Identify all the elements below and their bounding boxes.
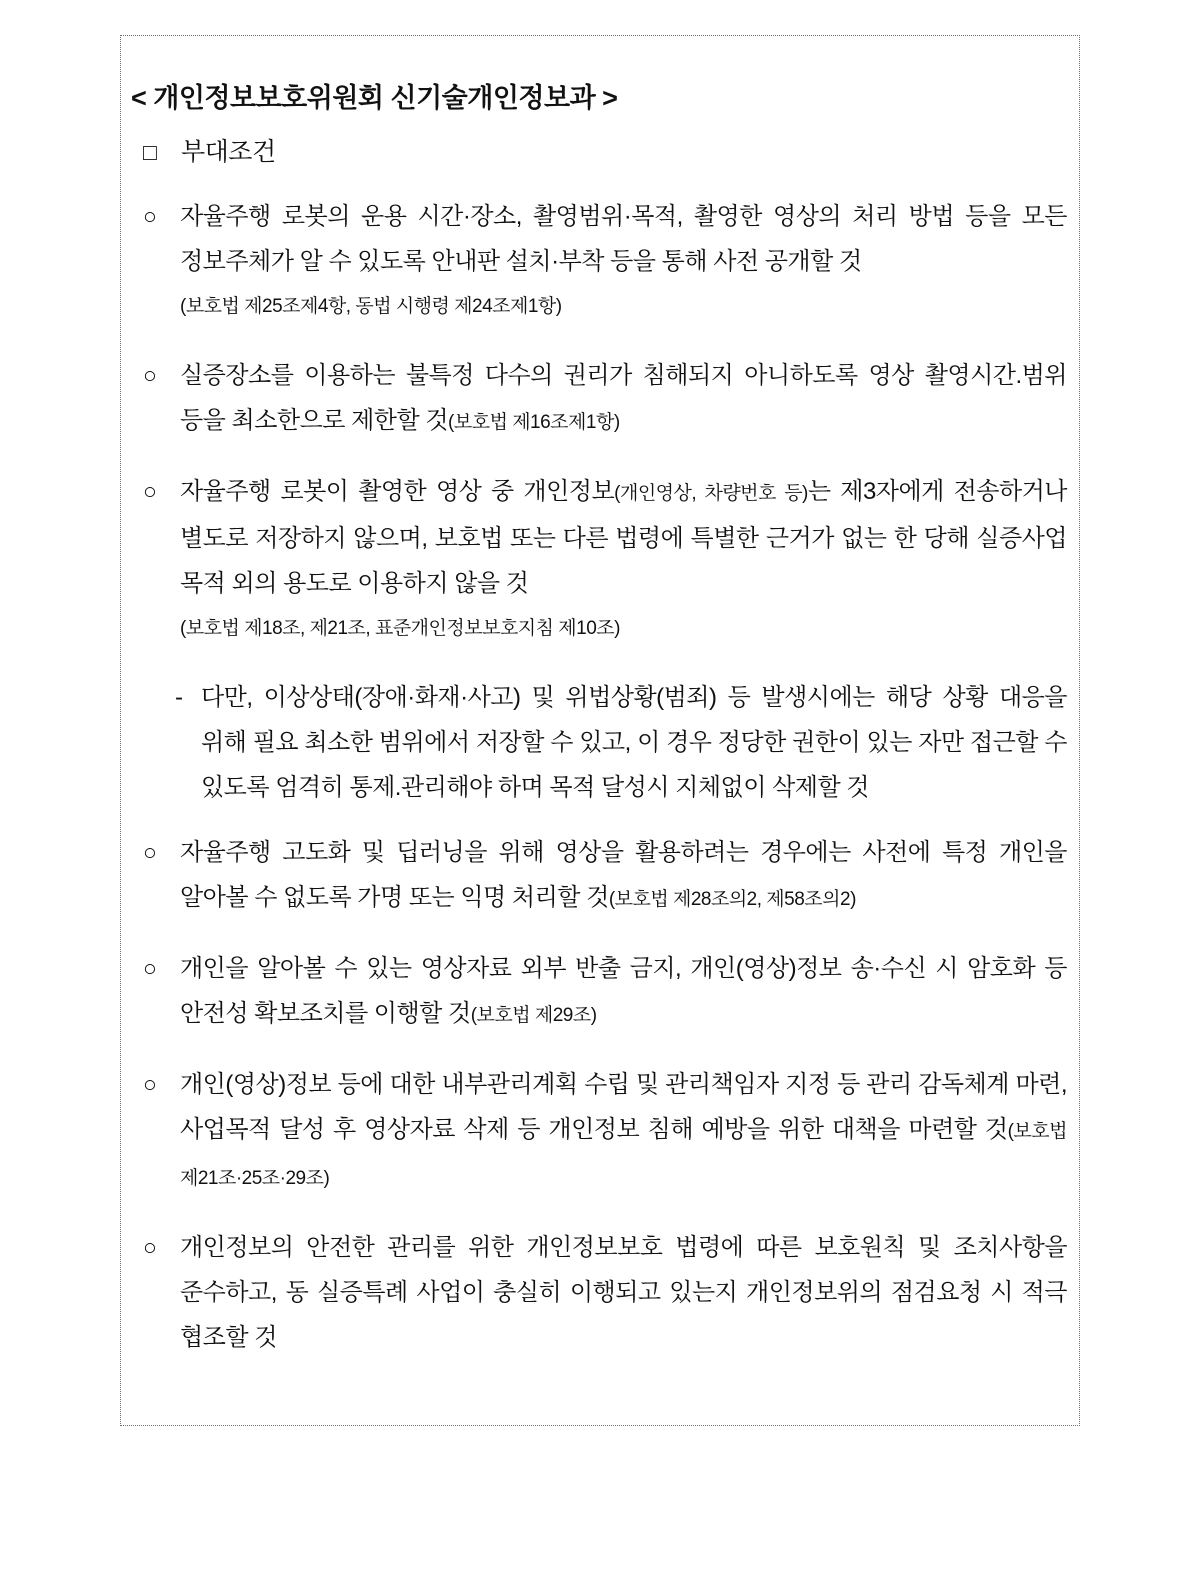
condition-body-text: 다만, 이상상태(장애·화재·사고) 및 위법상황(범죄) 등 발생시에는 해당 상황 대응을 위해 필요 최소한 범위에서 저장할 수 있고, 이 경우 정당한 권한이 있는 자만 접근할 수 있도록 엄격히 통제.관리해야 하며 목적 달성시 지체없이 삭제할 것 bbox=[201, 684, 1067, 801]
circle-bullet-icon: ○ bbox=[143, 203, 157, 229]
conditions-box bbox=[120, 35, 1080, 1426]
inline-note: (개인영상, 차량번호 등) bbox=[614, 483, 808, 504]
law-reference: (보호법 제25조제4항, 동법 시행령 제24조제1항) bbox=[180, 296, 562, 317]
condition-body-text: 실증장소를 이용하는 불특정 다수의 권리가 침해되지 아니하도록 영상 촬영시간.범위 등을 최소한으로 제한할 것 bbox=[180, 362, 1067, 434]
circle-bullet-icon: ○ bbox=[143, 362, 157, 388]
condition-text bbox=[201, 675, 1067, 810]
section-heading-label: 부대조건 bbox=[181, 138, 276, 166]
condition-body-text: 개인을 알아볼 수 있는 영상자료 외부 반출 금지, 개인(영상)정보 송·수신 시 암호화 등 안전성 확보조치를 이행할 것 bbox=[180, 955, 1067, 1027]
condition-item bbox=[143, 946, 1067, 1038]
law-reference: (보호법 제29조) bbox=[470, 1005, 597, 1026]
section-heading bbox=[143, 132, 1067, 172]
condition-item bbox=[143, 353, 1067, 445]
condition-body-text: 자율주행 로봇의 운용 시간·장소, 촬영범위·목적, 촬영한 영상의 처리 방법 등을 모든 정보주체가 알 수 있도록 안내판 설치·부착 등을 통해 사전 공개할 것 bbox=[180, 203, 1067, 275]
condition-item bbox=[143, 469, 1067, 651]
condition-text bbox=[180, 1225, 1067, 1360]
condition-body-text: 자율주행 고도화 및 딥러닝을 위해 영상을 활용하려는 경우에는 사전에 특정 개인을 알아볼 수 없도록 가명 또는 익명 처리할 것 bbox=[180, 839, 1067, 911]
condition-body-text: 개인(영상)정보 등에 대한 내부관리계획 수립 및 관리책임자 지정 등 관리 감독체계 마련, 사업목적 달성 후 영상자료 삭제 등 개인정보 침해 예방을 위한 대책을 마련할 것 bbox=[180, 1071, 1068, 1143]
condition-body-text: 자율주행 로봇이 촬영한 영상 중 개인정보 bbox=[180, 478, 615, 505]
circle-bullet-icon: ○ bbox=[143, 1071, 157, 1097]
circle-bullet-icon: ○ bbox=[143, 1234, 157, 1260]
condition-item bbox=[143, 1225, 1067, 1360]
condition-body-text: 는 제3자에게 전송하거나 별도로 저장하지 않으며, 보호법 또는 다른 법령에 특별한 근거가 없는 한 당해 실증사업 목적 외의 용도로 이용하지 않을 것 bbox=[180, 478, 1067, 597]
condition-text bbox=[180, 353, 1067, 445]
circle-bullet-icon: ○ bbox=[143, 839, 157, 865]
square-marker-icon: □ bbox=[143, 139, 157, 165]
condition-text bbox=[180, 1062, 1067, 1201]
condition-item bbox=[143, 194, 1067, 329]
condition-text bbox=[180, 194, 1067, 329]
dash-bullet-icon: - bbox=[175, 684, 183, 711]
circle-bullet-icon: ○ bbox=[143, 955, 157, 981]
circle-bullet-icon: ○ bbox=[143, 478, 157, 504]
law-reference: (보호법 제28조의2, 제58조의2) bbox=[608, 889, 856, 910]
condition-item bbox=[143, 1062, 1067, 1201]
law-reference: (보호법 제21조·25조·29조) bbox=[180, 1121, 1067, 1189]
condition-subitem bbox=[175, 675, 1067, 810]
condition-text bbox=[180, 830, 1067, 922]
condition-item bbox=[143, 830, 1067, 922]
condition-body-text: 개인정보의 안전한 관리를 위한 개인정보보호 법령에 따른 보호원칙 및 조치사항을 준수하고, 동 실증특례 사업이 충실히 이행되고 있는지 개인정보위의 점검요청 시 적극 협조할 것 bbox=[180, 1234, 1067, 1351]
law-reference: (보호법 제16조제1항) bbox=[448, 412, 620, 433]
document-title: < 개인정보보호위원회 신기술개인정보과 > bbox=[131, 83, 618, 113]
law-reference: (보호법 제18조, 제21조, 표준개인정보보호지침 제10조) bbox=[180, 618, 620, 639]
condition-text bbox=[180, 469, 1067, 651]
condition-text bbox=[180, 946, 1067, 1038]
